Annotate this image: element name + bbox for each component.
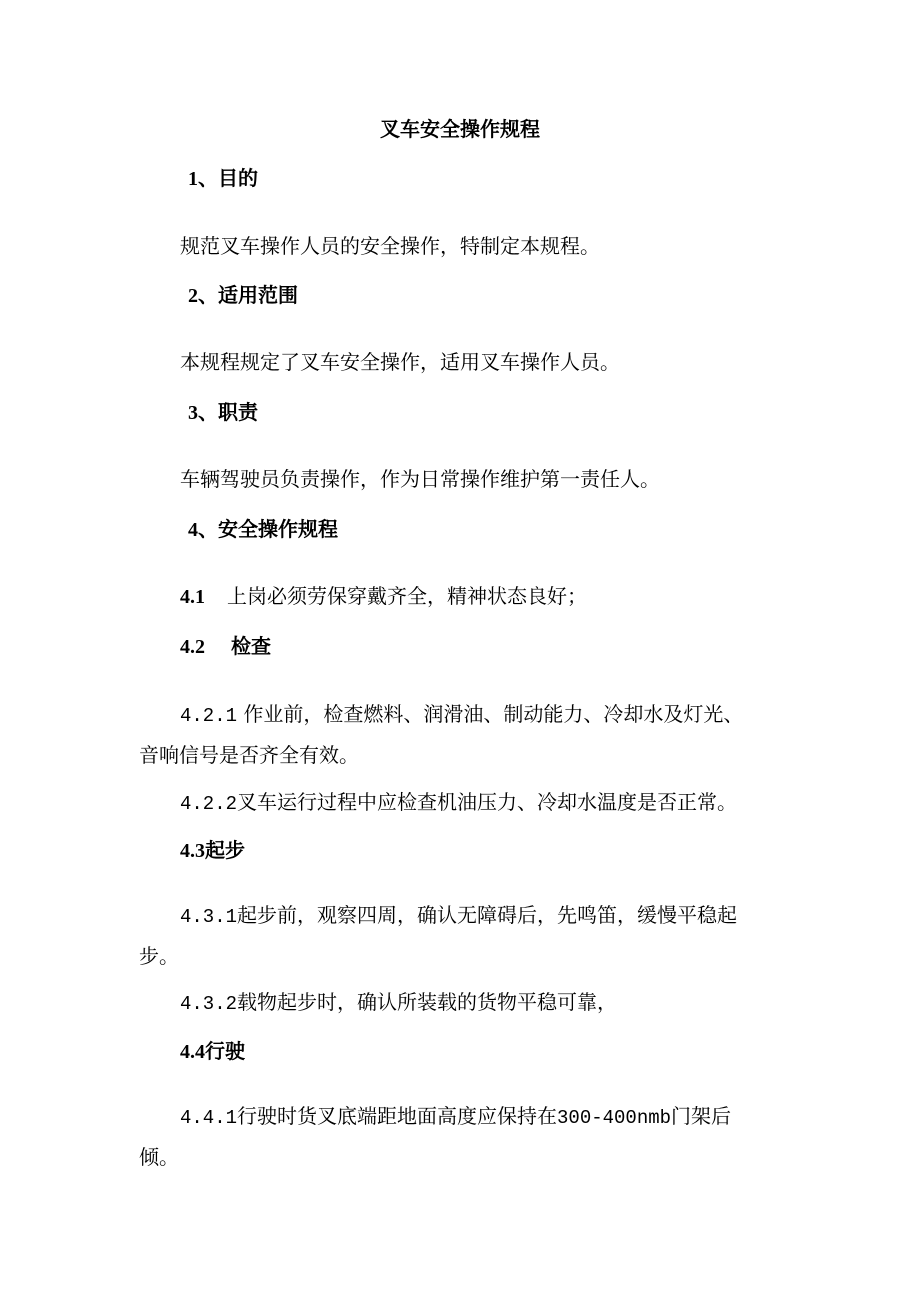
section-number: 1、 <box>188 168 218 190</box>
item-4-3-1-line-1 <box>180 903 737 929</box>
item-4-2-1-line-2: 音响信号是否齐全有效。 <box>139 743 359 767</box>
item-number: 4.3.1 <box>180 906 238 928</box>
item-text: 行驶时货叉底端距地面高度应保持在 <box>237 1104 558 1128</box>
item-number: 4.1 <box>180 586 205 608</box>
item-4-2 <box>180 634 271 659</box>
item-text: 上岗必须劳保穿戴齐全，精神状态良好； <box>227 584 587 608</box>
item-number: 4.4 <box>180 1041 205 1063</box>
section-heading-purpose <box>188 166 258 191</box>
item-text: 叉车运行过程中应检查机油压力、冷却水温度是否正常。 <box>237 790 738 814</box>
item-text: 起步前，观察四周，确认无障碍后，先鸣笛，缓慢平稳起 <box>237 903 738 927</box>
section-title: 目的 <box>218 166 258 190</box>
item-4-4 <box>180 1039 245 1064</box>
item-4-1 <box>180 584 587 609</box>
item-number: 4.2 <box>180 636 205 658</box>
item-number: 4.4.1 <box>180 1107 238 1129</box>
item-4-4-1-line-1 <box>180 1104 731 1130</box>
item-text: 作业前，检查燃料、润滑油、制动能力、冷却水及灯光、 <box>243 702 744 726</box>
item-4-4-1-line-2: 倾。 <box>139 1145 179 1169</box>
section-number: 2、 <box>188 285 218 307</box>
section-body-purpose: 规范叉车操作人员的安全操作，特制定本规程。 <box>180 234 600 258</box>
section-title: 职责 <box>218 400 258 424</box>
section-body-scope: 本规程规定了叉车安全操作，适用叉车操作人员。 <box>180 350 620 374</box>
item-number: 4.3 <box>180 840 205 862</box>
item-measurement: 300-400nmb <box>557 1107 672 1129</box>
section-heading-responsibility <box>188 400 258 425</box>
item-number: 4.2.2 <box>180 793 238 815</box>
item-text: 载物起步时，确认所装载的货物平稳可靠， <box>237 990 618 1014</box>
item-text: 检查 <box>231 634 271 658</box>
section-number: 4、 <box>188 519 218 541</box>
section-number: 3、 <box>188 402 218 424</box>
item-number: 4.3.2 <box>180 993 238 1015</box>
item-4-2-2 <box>180 790 737 816</box>
item-text-tail: 门架后 <box>671 1104 732 1128</box>
item-text: 行驶 <box>205 1039 245 1063</box>
item-text: 起步 <box>205 838 245 862</box>
item-4-3-2 <box>180 990 617 1016</box>
document-title: 叉车安全操作规程 <box>380 117 540 141</box>
section-title: 安全操作规程 <box>218 517 338 541</box>
section-heading-safety-rules <box>188 517 338 542</box>
section-heading-scope <box>188 283 298 308</box>
item-4-3 <box>180 838 245 863</box>
item-4-3-1-line-2: 步。 <box>139 944 179 968</box>
item-4-2-1-line-1 <box>180 702 743 728</box>
section-body-responsibility: 车辆驾驶员负责操作，作为日常操作维护第一责任人。 <box>180 467 660 491</box>
item-number: 4.2.1 <box>180 705 238 727</box>
section-title: 适用范围 <box>218 283 298 307</box>
